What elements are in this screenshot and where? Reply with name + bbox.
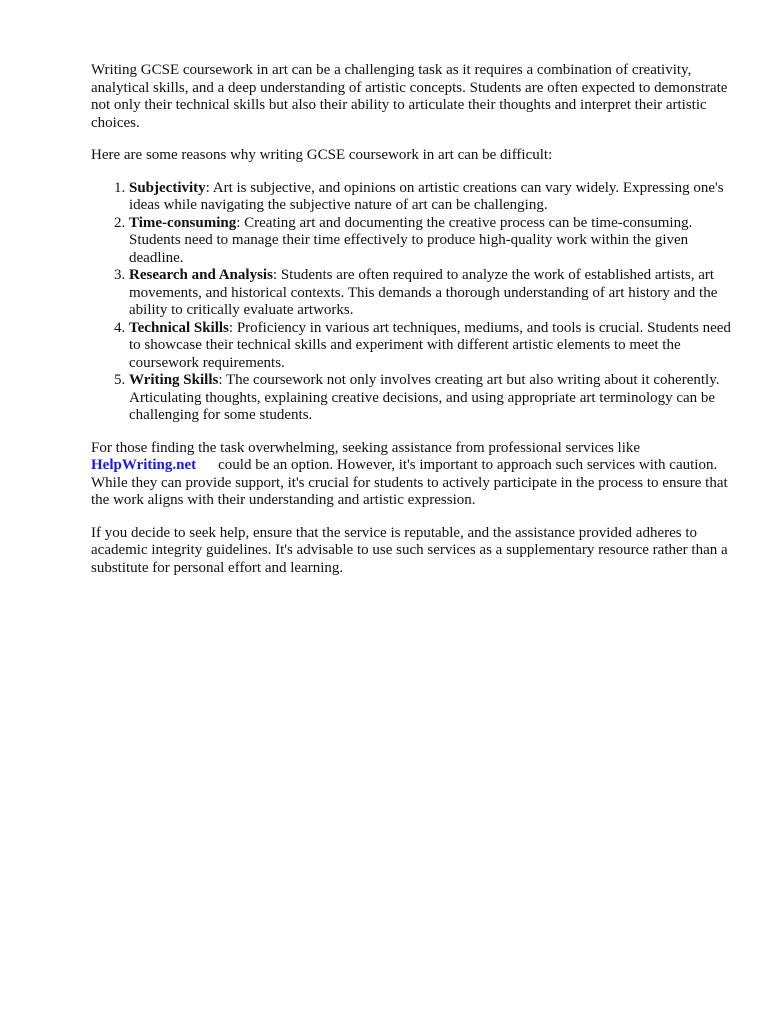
intro-paragraph: Writing GCSE coursework in art can be a challenging task as it requires a combination of creativity, analytical skills, and a deep understanding of artistic concepts. Students are often expected to demonstrate not only their technical skills but also their ability to articulate their thoughts and interpret their artistic choices. bbox=[91, 62, 728, 131]
reason-term: Time-consuming bbox=[129, 214, 237, 231]
assistance-text-after: could be an option. However, it's important to approach such services with caution. While they can provide support, it's crucial for students to actively participate in the process to ensure that the work aligns with their understanding and artistic expression. bbox=[91, 457, 728, 508]
reason-text: : Students are often required to analyze the work of established artists, art movements, and historical contexts. This demands a thorough understanding of art history and the ability to critically evaluate artworks. bbox=[129, 267, 718, 318]
reason-text: : Proficiency in various art techniques, mediums, and tools is crucial. Students need to showcase their technical skills and experiment with different artistic elements to meet the coursework requirements. bbox=[129, 319, 731, 371]
reasons-list bbox=[91, 180, 731, 425]
reason-text: : The coursework not only involves creating art but also writing about it coherently. Articulating thoughts, explaining creative decisions, and using appropriate art terminology can be challenging for some students. bbox=[129, 372, 720, 423]
helpwriting-link[interactable]: HelpWriting.net bbox=[91, 457, 197, 473]
reasons-lead: Here are some reasons why writing GCSE coursework in art can be difficult: bbox=[91, 147, 553, 163]
assistance-text-before: For those finding the task overwhelming, seeking assistance from professional services like bbox=[91, 439, 641, 456]
list-item bbox=[129, 215, 731, 268]
list-item bbox=[129, 320, 731, 373]
reason-text: : Creating art and documenting the creative process can be time-consuming. Students need to manage their time effectively to produce high-quality work within the given deadline. bbox=[129, 214, 693, 266]
reason-term: Subjectivity bbox=[129, 179, 206, 196]
list-item bbox=[129, 180, 731, 215]
closing-paragraph: If you decide to seek help, ensure that the service is reputable, and the assistance provided adheres to academic integrity guidelines. It's advisable to use such services as a supplementary resource rather than a substitute for personal effort and learning. bbox=[91, 524, 728, 576]
list-item bbox=[129, 267, 731, 320]
reason-text: : Art is subjective, and opinions on artistic creations can vary widely. Expressing one's ideas while navigating the subjective nature of art can be challenging. bbox=[129, 179, 724, 213]
list-item bbox=[129, 372, 731, 425]
assistance-paragraph bbox=[91, 440, 731, 510]
reason-term: Research and Analysis bbox=[129, 267, 273, 283]
document-page bbox=[91, 62, 731, 592]
reason-term: Writing Skills bbox=[129, 372, 219, 388]
reason-term: Technical Skills bbox=[129, 319, 229, 336]
